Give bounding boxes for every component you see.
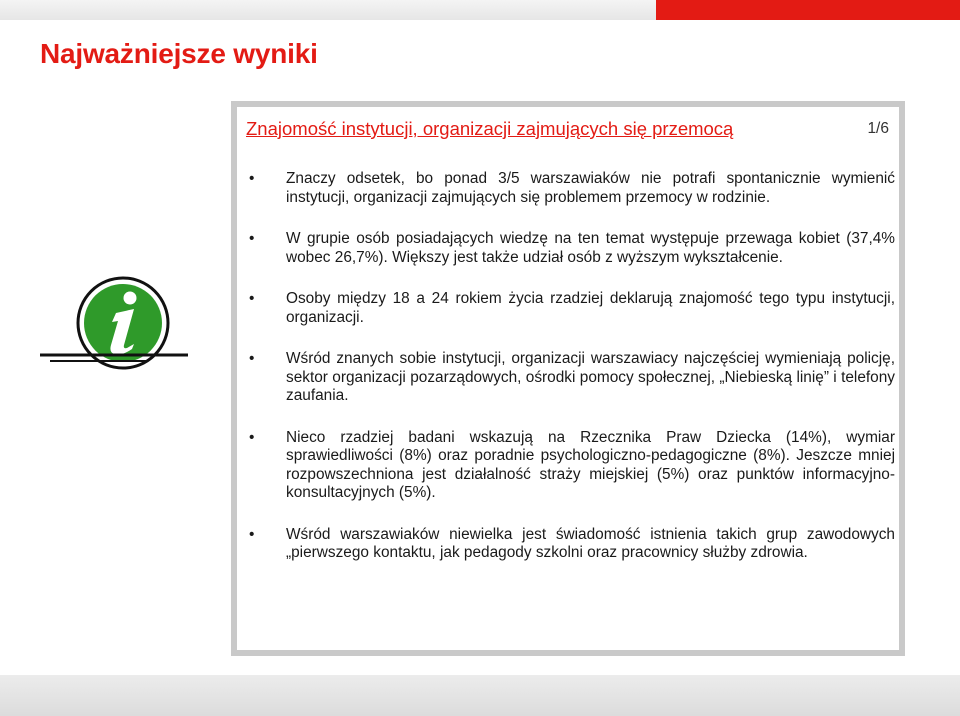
bullet-list xyxy=(249,170,895,586)
bullet-item: • Wśród znanych sobie instytucji, organizacji warszawiacy najczęściej wymieniają policję, sektor organizacji pozarządowych, ośrodki pomocy społecznej, „Niebieską linię” i telefony zaufania. xyxy=(249,350,895,406)
bullet-item: • Nieco rzadziej badani wskazują na Rzecznika Praw Dziecka (14%), wymiar sprawiedliwości (8%) oraz poradnie psychologiczno-pedagogiczne (8%). Jeszcze mniej rozpowszechniona jest działalność straży miejskiej (5%) oraz punktów informacyjno-konsultacyjnych (5%). xyxy=(249,429,895,503)
bullet-item: • Osoby między 18 a 24 rokiem życia rzadziej deklarują znajomość tego typu instytucji, organizacji. xyxy=(249,290,895,327)
slide-title: Najważniejsze wyniki xyxy=(40,38,318,69)
bullet-item: • Znaczy odsetek, bo ponad 3/5 warszawiaków nie potrafi spontanicznie wymienić instytucji, organizacji zajmujących się problemem przemocy w rodzinie. xyxy=(249,170,895,207)
bullet-item: • Wśród warszawiaków niewielka jest świadomość istnienia takich grup zawodowych „pierwszego kontaktu, jak pedagody szkolni oraz pracownicy służby zdrowia. xyxy=(249,526,895,563)
page-indicator: 1/6 xyxy=(867,120,889,137)
bottom-decor-bar xyxy=(0,675,960,716)
top-decor-bar xyxy=(0,0,656,20)
panel-heading[interactable]: Znajomość instytucji, organizacji zajmujących się przemocą xyxy=(246,118,734,139)
content-panel xyxy=(231,101,905,656)
info-icon xyxy=(38,263,188,373)
bullet-item: • W grupie osób posiadających wiedzę na ten temat występuje przewaga kobiet (37,4% wobec 26,7%). Większy jest także udział osób z wyższym wykształcenie. xyxy=(249,230,895,267)
top-accent-bar xyxy=(656,0,960,20)
